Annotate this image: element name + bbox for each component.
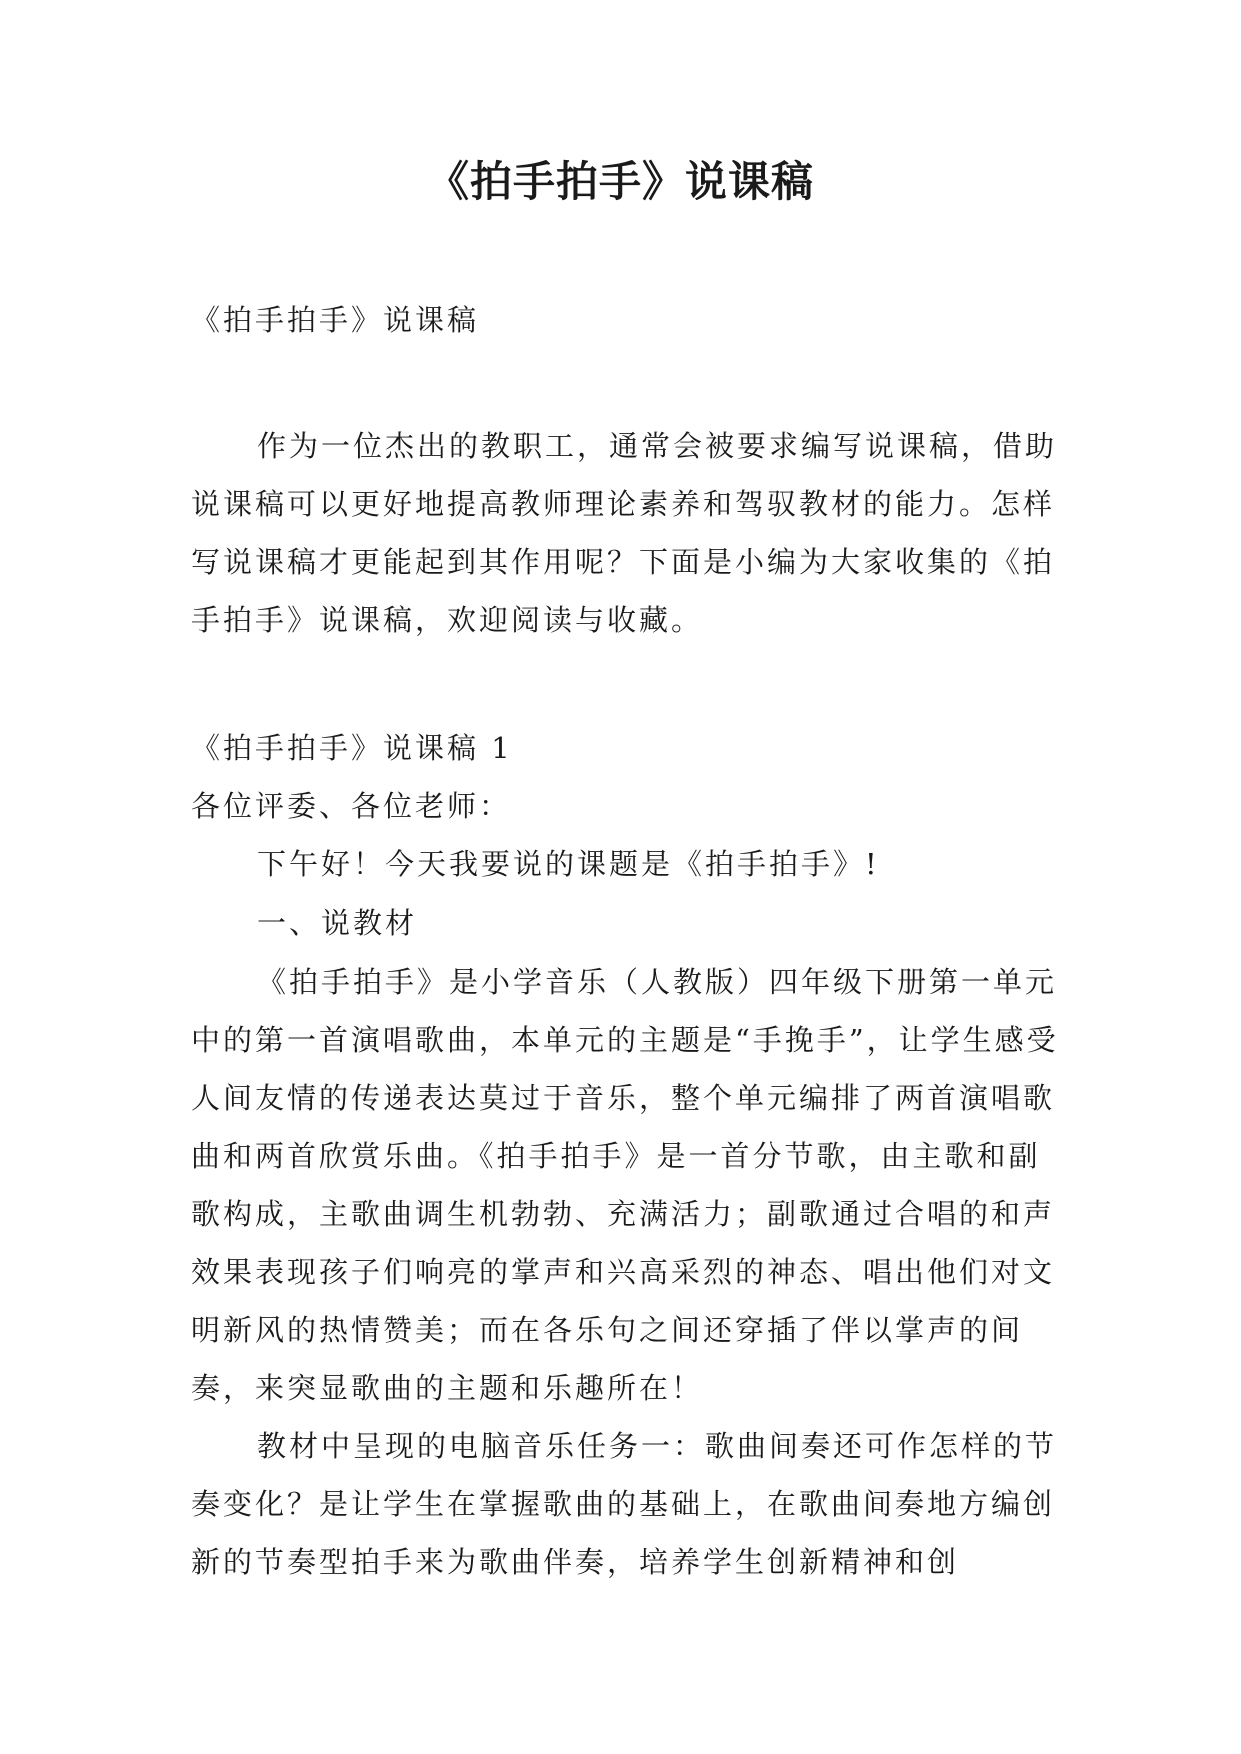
- document-title: 《拍手拍手》说课稿: [426, 157, 814, 206]
- document-body: [191, 291, 1071, 1591]
- document-subtitle: 《拍手拍手》说课稿: [191, 303, 480, 337]
- paragraph-teaching-material: 《拍手拍手》是小学音乐（人教版）四年级下册第一单元中的第一首演唱歌曲，本单元的主题是“手挽手”，让学生感受人间友情的传递表达莫过于音乐，整个单元编排了两首演唱歌曲和两首欣赏乐曲。《拍手拍手》是一首分节歌，由主歌和副歌构成，主歌曲调生机勃勃、充满活力；副歌通过合唱的和声效果表现孩子们响亮的掌声和兴高采烈的神态、唱出他们对文明新风的热情赞美；而在各乐句之间还穿插了伴以掌声的间奏，来突显歌曲的主题和乐趣所在！: [191, 965, 1059, 1405]
- paragraph-computer-music-task: 教材中呈现的电脑音乐任务一：歌曲间奏还可作怎样的节奏变化？是让学生在掌握歌曲的基础上，在歌曲间奏地方编创新的节奏型拍手来为歌曲伴奏，培养学生创新精神和创: [191, 1429, 1058, 1579]
- intro-paragraph: 作为一位杰出的教职工，通常会被要求编写说课稿，借助说课稿可以更好地提高教师理论素养和驾驭教材的能力。怎样写说课稿才更能起到其作用呢？下面是小编为大家收集的《拍手拍手》说课稿，欢迎阅读与收藏。: [191, 429, 1058, 637]
- heading-teaching-material: 一、说教材: [257, 906, 418, 940]
- opening-line: 下午好！今天我要说的课题是《拍手拍手》!: [257, 847, 880, 881]
- greeting: 各位评委、各位老师：: [191, 789, 512, 823]
- section-title: 《拍手拍手》说课稿 1: [191, 731, 513, 765]
